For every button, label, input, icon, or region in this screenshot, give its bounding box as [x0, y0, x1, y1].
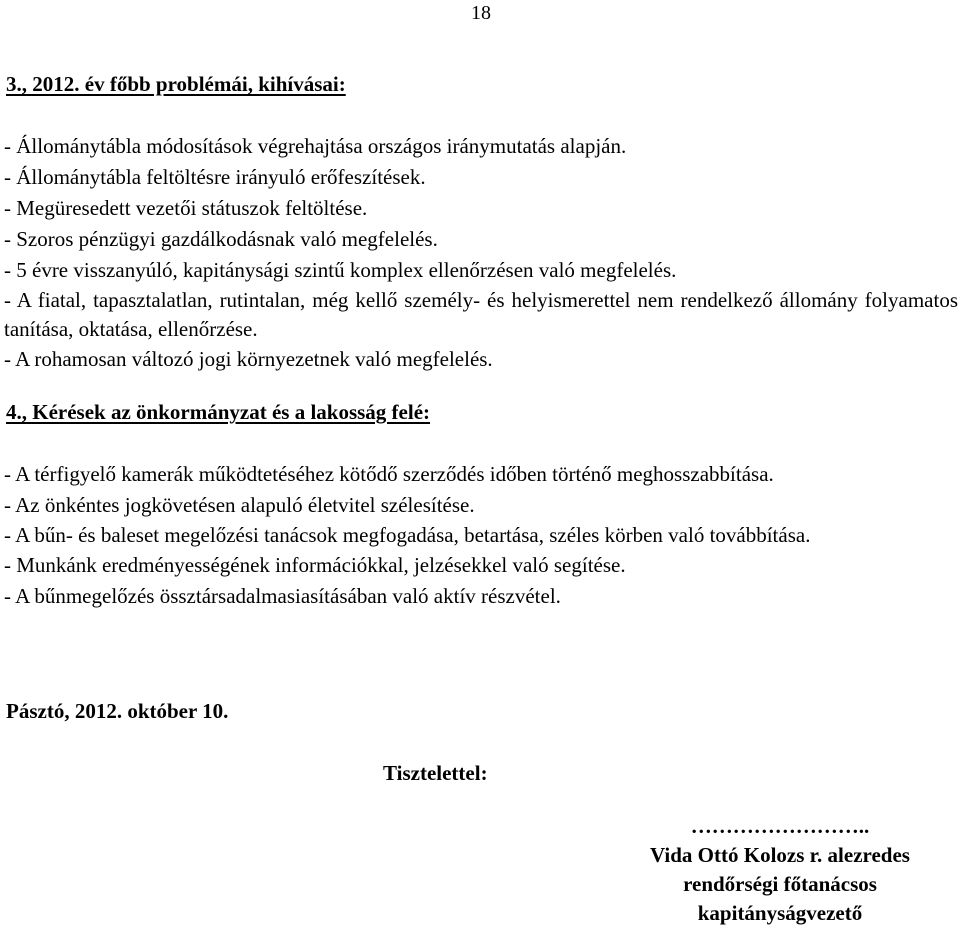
- list-item: - A bűnmegelőzés össztársadalmasiasításában való aktív részvétel.: [4, 584, 561, 608]
- list-item: - 5 évre visszanyúló, kapitánysági szintű komplex ellenőrzésen való megfelelés.: [4, 258, 677, 282]
- list-item: - A bűn- és baleset megelőzési tanácsok megfogadása, betartása, széles körben való továbbítása.: [4, 523, 811, 547]
- list-item: - A térfigyelő kamerák működtetéséhez kötődő szerződés időben történő meghosszabbítása.: [4, 462, 774, 486]
- list-item: - Szoros pénzügyi gazdálkodásnak való megfelelés.: [4, 227, 438, 251]
- list-item: - Megüresedett vezetői státuszok feltöltése.: [4, 196, 368, 220]
- signature-line: ……………………..: [690, 814, 870, 838]
- list-item: - A fiatal, tapasztalatlan, rutintalan, még kellő személy- és helyismerettel nem rendelkező állomány folyamatos tanítása, oktatása, ellenőrzése.: [4, 288, 958, 341]
- signatory-position: kapitányságvezető: [697, 901, 863, 925]
- place-date: Pásztó, 2012. október 10.: [6, 699, 229, 723]
- section-4-heading: 4., Kérések az önkormányzat és a lakosság felé:: [6, 400, 431, 424]
- signature-block: [610, 812, 950, 928]
- section-3-heading: 3., 2012. év főbb problémái, kihívásai:: [6, 72, 346, 96]
- page-number: 18: [471, 2, 491, 24]
- list-item: - Munkánk eredményességének információkkal, jelzésekkel való segítése.: [4, 553, 626, 577]
- signatory-title: rendőrségi főtanácsos: [683, 872, 877, 896]
- regards: Tisztelettel:: [383, 761, 488, 785]
- list-item: - Állománytábla feltöltésre irányuló erőfeszítések.: [4, 165, 426, 189]
- signatory-name: Vida Ottó Kolozs r. alezredes: [650, 843, 910, 867]
- list-item: - A rohamosan változó jogi környezetnek való megfelelés.: [4, 347, 493, 371]
- section-3-list: [4, 131, 958, 375]
- list-item: - Állománytábla módosítások végrehajtása országos iránymutatás alapján.: [4, 134, 627, 158]
- list-item: - Az önkéntes jogkövetésen alapuló életvitel szélesítése.: [4, 493, 475, 517]
- section-4-list: [4, 459, 958, 612]
